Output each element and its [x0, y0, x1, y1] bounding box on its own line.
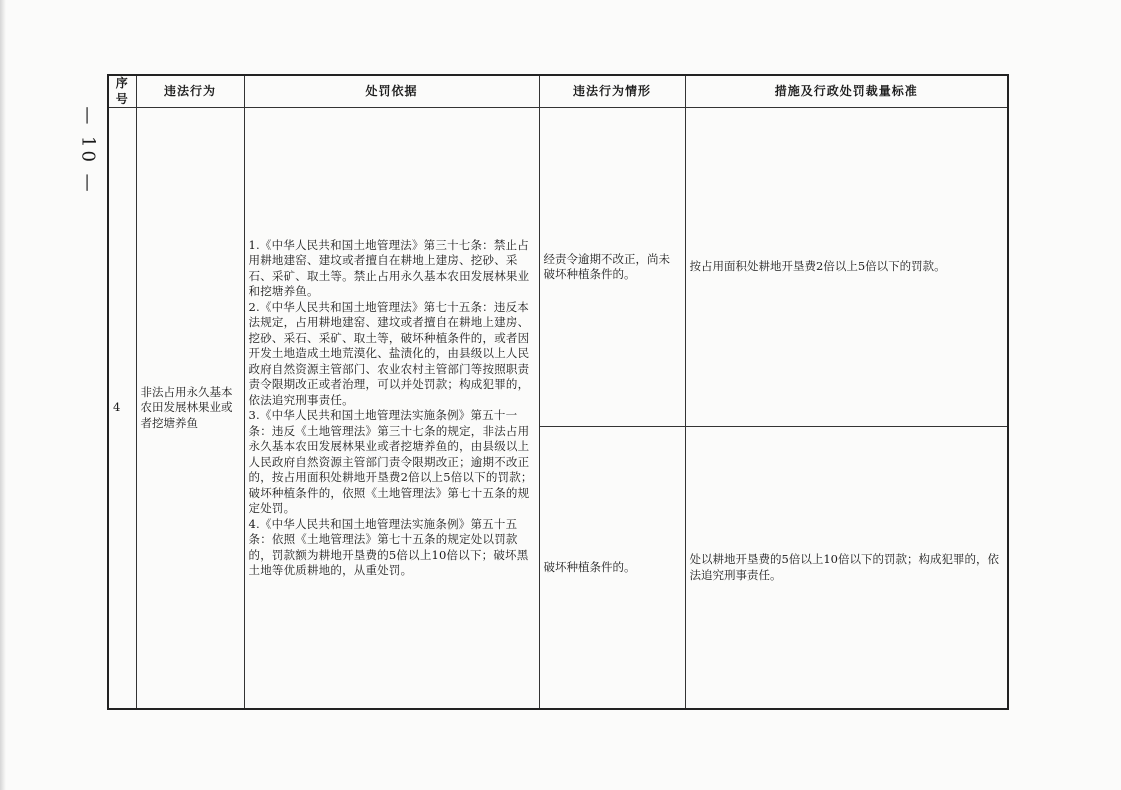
basis-item-4: 4.《中华人民共和国土地管理法实施条例》第五十五条：依照《土地管理法》第七十五条的规定处以罚款的，罚款额为耕地开垦费的5倍以上10倍以下；破坏黑土地等优质耕地的，从重处罚。 — [248, 516, 529, 577]
basis-item-3: 3.《中华人民共和国土地管理法实施条例》第五十一条：违反《土地管理法》第三十七条的规定，非法占用永久基本农田发展林果业或者挖塘养鱼的，由县级以上人民政府自然资源主管部门责令限期改正；逾期不改正的，按占用面积处耕地开垦费2倍以上5倍以下的罚款；破坏种植条件的，依照《土地管理法》第七十五条的规定处罚。 — [248, 408, 533, 515]
header-circumstance: 违法行为情形 — [539, 75, 685, 108]
cell-violation: 非法占用永久基本农田发展林果业或者挖塘养鱼 — [136, 108, 244, 710]
header-standard: 措施及行政处罚裁量标准 — [685, 75, 1008, 108]
cell-situation-1: 经责令逾期不改正，尚未破坏种植条件的。 — [539, 108, 685, 427]
penalty-standard-table — [107, 74, 1009, 710]
basis-item-2: 2.《中华人民共和国土地管理法》第七十五条：违反本法规定，占用耕地建窑、建坟或者擅自在耕地上建房、挖砂、采石、采矿、取土等，破坏种植条件的，或者因开发土地造成土地荒漠化、盐渍化的，由县级以上人民政府自然资源主管部门、农业农村主管部门等按照职责责令限期改正或者治理，可以并处罚款；构成犯罪的，依法追究刑事责任。 — [248, 299, 530, 407]
cell-standard-2: 处以耕地开垦费的5倍以上10倍以下的罚款；构成犯罪的，依法追究刑事责任。 — [685, 427, 1008, 710]
scan-edge-shadow — [0, 0, 6, 790]
header-violation: 违法行为 — [136, 75, 244, 108]
page-number — [70, 100, 106, 200]
header-basis: 处罚依据 — [244, 75, 539, 108]
page-number-text: — 10 — — [77, 105, 99, 195]
cell-situation-2: 破坏种植条件的。 — [539, 427, 685, 710]
basis-item-1: 1.《中华人民共和国土地管理法》第三十七条：禁止占用耕地建窑、建坟或者擅自在耕地上建房、挖砂、采石、采矿、取土等。禁止占用永久基本农田发展林果业和挖塘养鱼。 — [248, 237, 530, 298]
cell-basis — [244, 108, 539, 710]
table-row — [108, 108, 1008, 427]
header-seq: 序号 — [108, 75, 136, 108]
cell-standard-1: 按占用面积处耕地开垦费2倍以上5倍以下的罚款。 — [685, 108, 1008, 427]
cell-seq: 4 — [108, 108, 136, 710]
table-header-row — [108, 75, 1008, 108]
